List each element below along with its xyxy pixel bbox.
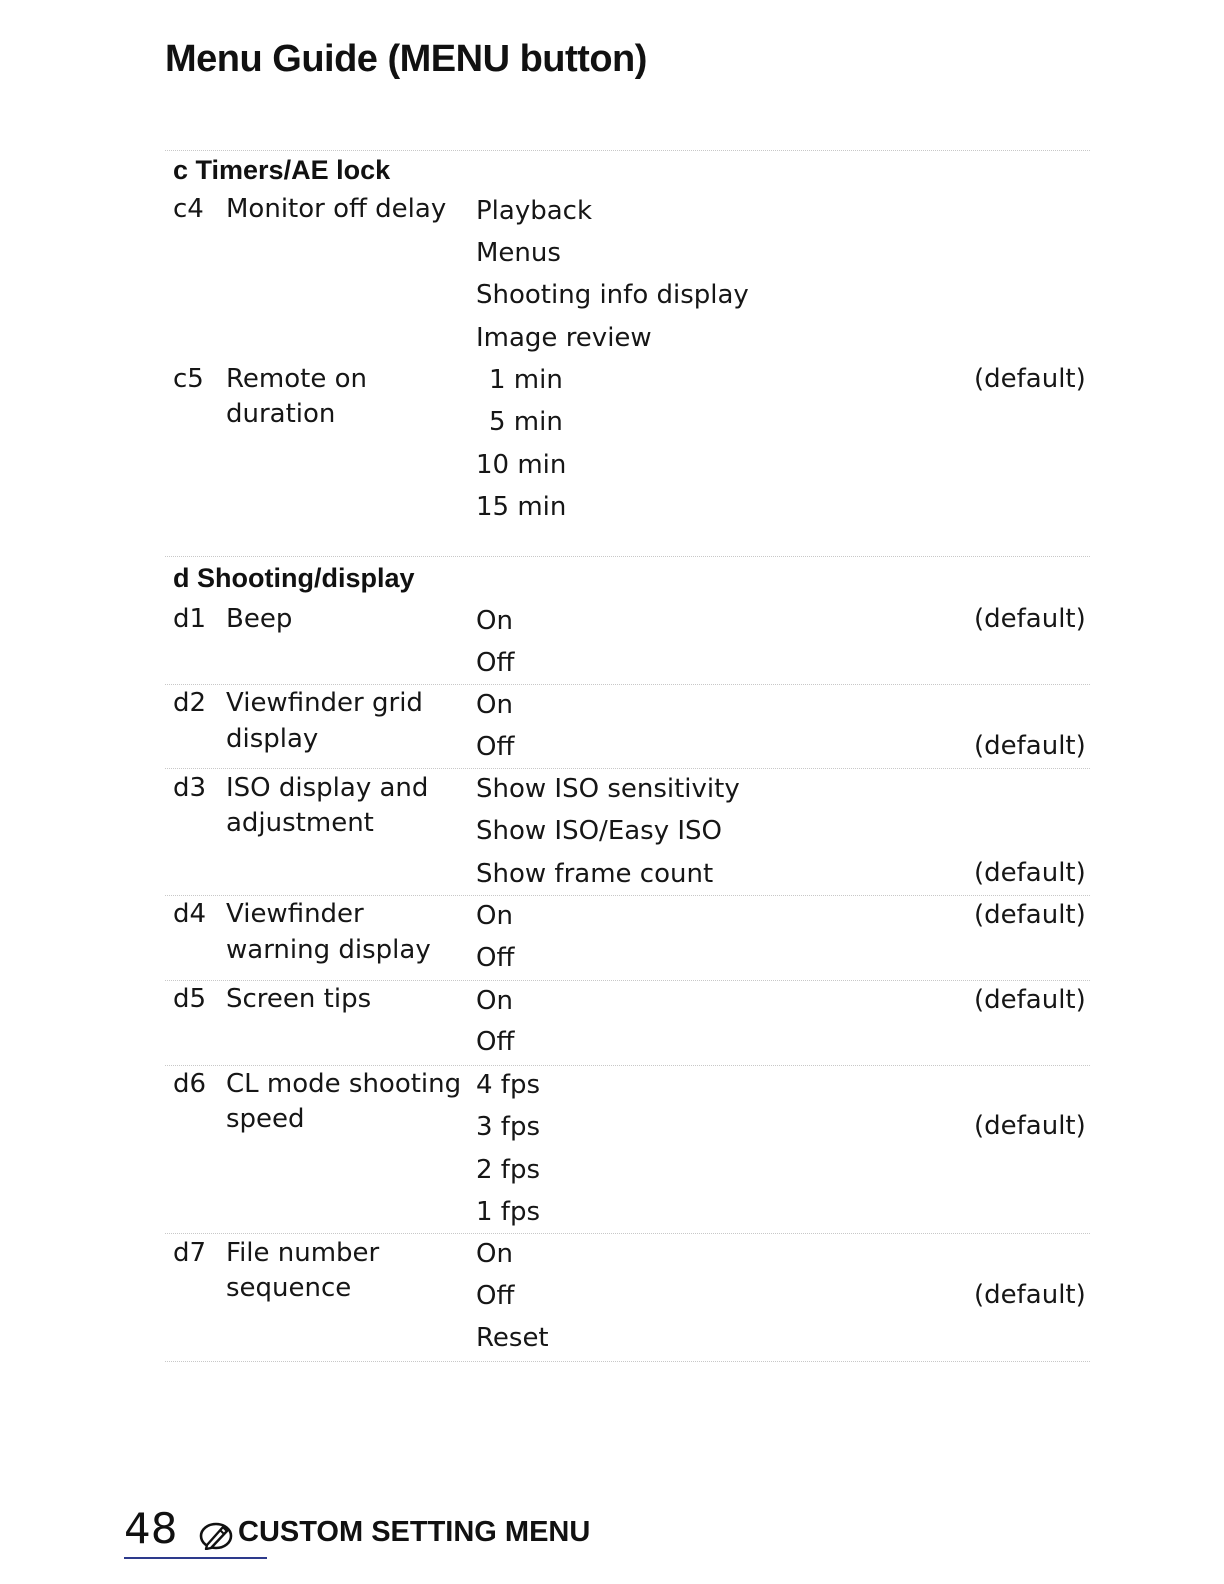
option-d7-off: Off (476, 1281, 515, 1311)
separator (165, 556, 1090, 557)
setting-name-d6-line1: CL mode shooting (226, 1069, 462, 1099)
section-heading-c: c Timers/AE lock (173, 155, 391, 185)
separator (165, 1361, 1090, 1362)
setting-name-c5-line2: duration (226, 399, 336, 429)
option-d3-show-frame-count: Show frame count (476, 859, 714, 889)
option-d7-reset: Reset (476, 1323, 549, 1353)
option-c5-15min: 15 min (476, 492, 567, 522)
option-d4-off: Off (476, 943, 515, 973)
pencil-icon (199, 1520, 233, 1550)
option-c5-10min: 10 min (476, 450, 567, 480)
separator (165, 150, 1090, 151)
setting-name-c4: Monitor off delay (226, 194, 447, 224)
option-c4-playback: Playback (476, 196, 593, 226)
option-c4-menus: Menus (476, 238, 561, 268)
setting-code-d6: d6 (173, 1069, 207, 1099)
option-c4-shooting-info: Shooting info display (476, 280, 749, 310)
setting-name-d4-line1: Viewfinder (226, 899, 364, 929)
default-marker-d5: (default) (974, 985, 1086, 1015)
setting-code-d7: d7 (173, 1238, 207, 1268)
setting-name-d4-line2: warning display (226, 935, 431, 965)
setting-name-d5: Screen tips (226, 984, 372, 1014)
option-d6-3fps: 3 fps (476, 1112, 541, 1142)
page-number: 48 (124, 1504, 178, 1553)
default-marker-d3: (default) (974, 858, 1086, 888)
option-d6-4fps: 4 fps (476, 1070, 541, 1100)
option-d1-off: Off (476, 648, 515, 678)
setting-code-d5: d5 (173, 984, 207, 1014)
default-marker-d7: (default) (974, 1280, 1086, 1310)
default-marker-d1: (default) (974, 604, 1086, 634)
setting-code-d1: d1 (173, 604, 207, 634)
page-number-underline (124, 1557, 267, 1559)
setting-name-d7-line1: File number (226, 1238, 380, 1268)
setting-name-d6-line2: speed (226, 1104, 305, 1134)
setting-name-d3-line1: ISO display and (226, 773, 429, 803)
option-d6-1fps: 1 fps (476, 1197, 541, 1227)
setting-name-c5-line1: Remote on (226, 364, 367, 394)
setting-name-d1: Beep (226, 604, 293, 634)
default-marker-d4: (default) (974, 900, 1086, 930)
option-d5-off: Off (476, 1027, 515, 1057)
setting-code-d4: d4 (173, 899, 207, 929)
setting-name-d2-line2: display (226, 724, 319, 754)
section-heading-d: d Shooting/display (173, 563, 415, 593)
option-d2-on: On (476, 690, 513, 720)
separator (165, 768, 1090, 769)
separator (165, 1233, 1090, 1234)
setting-name-d2-line1: Viewfinder grid (226, 688, 423, 718)
default-marker-d6: (default) (974, 1111, 1086, 1141)
option-c4-image-review: Image review (476, 323, 652, 353)
option-d3-show-iso-easy: Show ISO/Easy ISO (476, 816, 723, 846)
setting-code-c5: c5 (173, 364, 204, 394)
setting-code-d2: d2 (173, 688, 207, 718)
setting-name-d3-line2: adjustment (226, 808, 374, 838)
page-title: Menu Guide (MENU button) (165, 38, 647, 80)
footer-section-label: CUSTOM SETTING MENU (238, 1516, 591, 1548)
option-d7-on: On (476, 1239, 513, 1269)
option-d6-2fps: 2 fps (476, 1155, 541, 1185)
setting-code-c4: c4 (173, 194, 204, 224)
setting-name-d7-line2: sequence (226, 1273, 352, 1303)
option-d3-show-iso: Show ISO sensitivity (476, 774, 740, 804)
default-marker-d2: (default) (974, 731, 1086, 761)
setting-code-d3: d3 (173, 773, 207, 803)
option-d2-off: Off (476, 732, 515, 762)
option-c5-1min: 1 min (489, 365, 563, 395)
option-d5-on: On (476, 986, 513, 1016)
option-c5-5min: 5 min (489, 407, 563, 437)
default-marker-c5: (default) (974, 364, 1086, 394)
option-d1-on: On (476, 606, 513, 636)
option-d4-on: On (476, 901, 513, 931)
